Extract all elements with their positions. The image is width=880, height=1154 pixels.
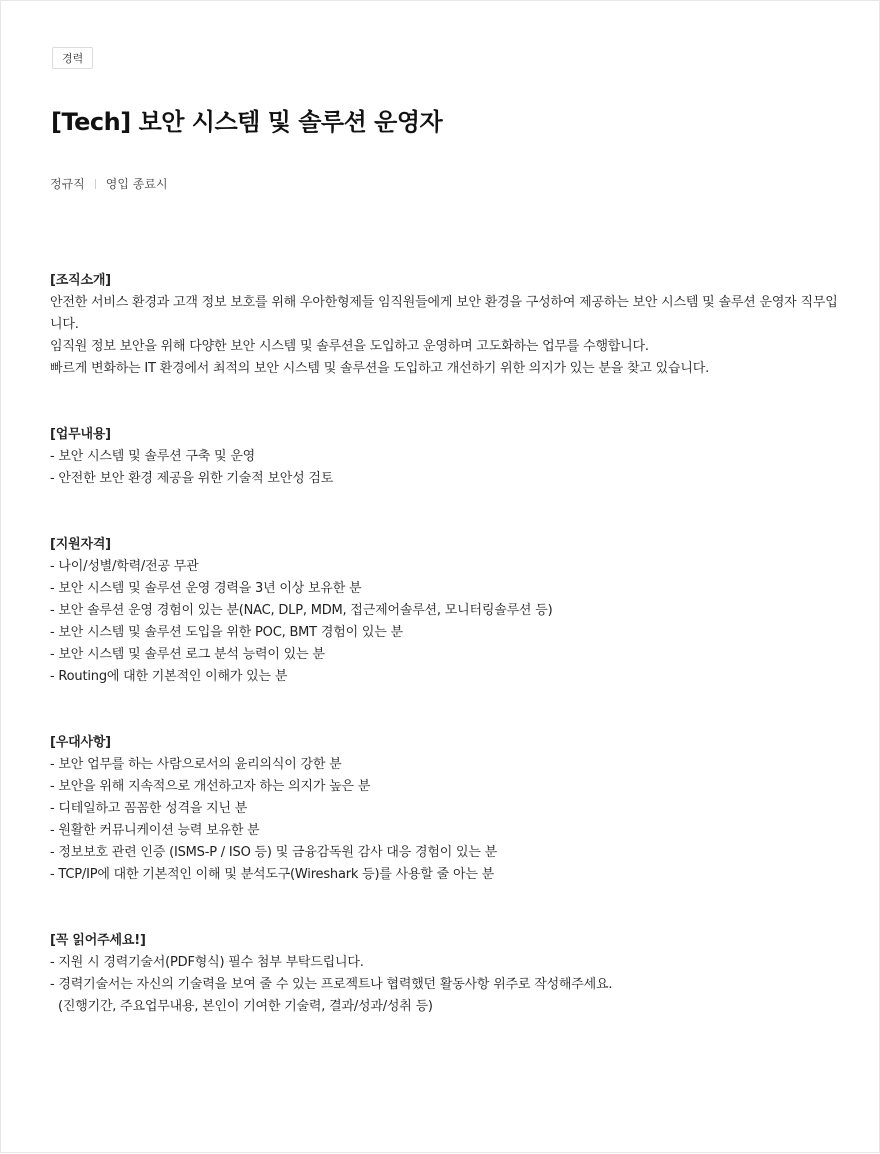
section-line: - 보안 시스템 및 솔루션 구축 및 운영: [50, 449, 256, 464]
section-duties: [50, 424, 840, 490]
section-line: - 보안 시스템 및 솔루션 도입을 위한 POC, BMT 경험이 있는 분: [50, 625, 403, 640]
section-heading: [조직소개]: [50, 273, 111, 288]
section-line: - 보안 업무를 하는 사람으로서의 윤리의식이 강한 분: [50, 757, 342, 772]
section-line: - Routing에 대한 기본적인 이해가 있는 분: [50, 669, 288, 684]
section-line: - 원활한 커뮤니케이션 능력 보유한 분: [50, 823, 260, 838]
section-line: - 경력기술서는 자신의 기술력을 보여 줄 수 있는 프로젝트나 협력했던 활동사항 위주로 작성해주세요.: [50, 977, 613, 992]
section-line: - 디테일하고 꼼꼼한 성격을 지닌 분: [50, 801, 248, 816]
job-posting: [1, 1, 880, 1154]
meta-divider: [95, 179, 96, 189]
section-line: 임직원 정보 보안을 위해 다양한 보안 시스템 및 솔루션을 도입하고 운영하며 고도화하는 업무를 수행합니다.: [50, 339, 649, 354]
section-line: - TCP/IP에 대한 기본적인 이해 및 분석도구(Wireshark 등)를 사용할 줄 아는 분: [50, 867, 494, 882]
section-line: - 나이/성별/학력/전공 무관: [50, 559, 199, 574]
section-line: - 지원 시 경력기술서(PDF형식) 필수 첨부 부탁드립니다.: [50, 955, 364, 970]
section-line: (진행기간, 주요업무내용, 본인이 기여한 기술력, 결과/성과/성취 등): [58, 999, 433, 1014]
section-notice: [50, 930, 840, 1018]
section-line: 빠르게 변화하는 IT 환경에서 최적의 보안 시스템 및 솔루션을 도입하고 개선하기 위한 의지가 있는 분을 찾고 있습니다.: [50, 361, 710, 376]
section-heading: [업무내용]: [50, 427, 111, 442]
page-title: [Tech] 보안 시스템 및 솔루션 운영자: [51, 108, 443, 136]
career-badge: 경력: [52, 47, 93, 69]
section-line: - 보안 시스템 및 솔루션 로그 분석 능력이 있는 분: [50, 647, 325, 662]
job-meta: [50, 175, 168, 192]
section-preferred: [50, 732, 840, 886]
section-heading: [우대사항]: [50, 735, 111, 750]
section-heading: [지원자격]: [50, 537, 111, 552]
section-line: - 보안 솔루션 운영 경험이 있는 분(NAC, DLP, MDM, 접근제어솔루션, 모니터링솔루션 등): [50, 603, 553, 618]
section-heading: [꼭 읽어주세요!]: [50, 933, 146, 948]
section-line: 안전한 서비스 환경과 고객 정보 보호를 위해 우아한형제들 임직원들에게 보안 환경을 구성하여 제공하는 보안 시스템 및 솔루션 운영자 직무입니다.: [50, 295, 838, 332]
section-line: - 보안을 위해 지속적으로 개선하고자 하는 의지가 높은 분: [50, 779, 371, 794]
section-line: - 안전한 보안 환경 제공을 위한 기술적 보안성 검토: [50, 471, 334, 486]
section-line: - 보안 시스템 및 솔루션 운영 경력을 3년 이상 보유한 분: [50, 581, 362, 596]
job-description: [50, 270, 840, 1062]
deadline: 영입 종료시: [105, 177, 168, 191]
section-line: - 정보보호 관련 인증 (ISMS-P / ISO 등) 및 금융감독원 감사 대응 경험이 있는 분: [50, 845, 498, 860]
section-qualifications: [50, 534, 840, 688]
employment-type: 정규직: [50, 177, 85, 191]
section-intro: [50, 270, 840, 380]
